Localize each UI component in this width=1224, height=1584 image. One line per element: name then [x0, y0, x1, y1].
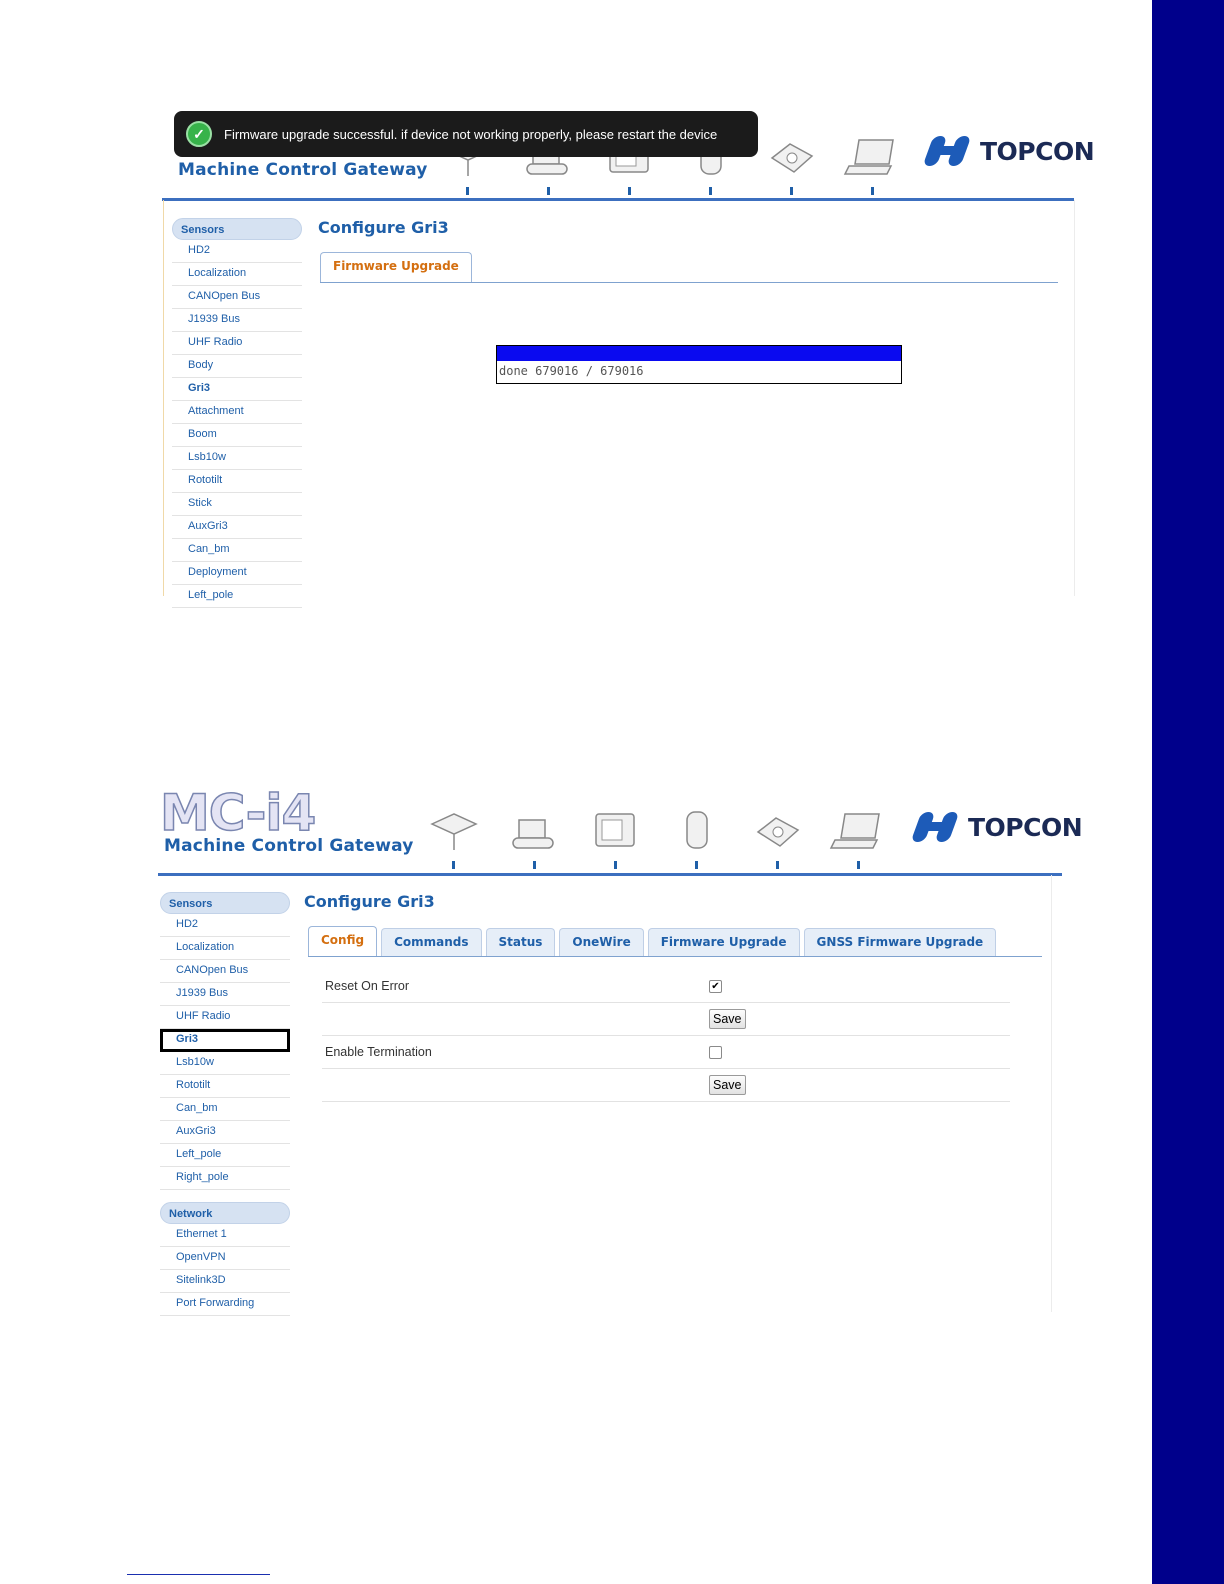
- sidebar-item-j1939-bus[interactable]: J1939 Bus: [160, 983, 290, 1006]
- progress-bar-fill: [497, 346, 901, 361]
- reset-on-error-row: [322, 970, 1010, 1003]
- screenshot-firmware-upgrade: [162, 100, 1095, 601]
- sidebar-item-right-pole[interactable]: Right_pole: [160, 1167, 290, 1190]
- tab-firmware-upgrade[interactable]: Firmware Upgrade: [648, 928, 800, 956]
- enable-termination-label: Enable Termination: [325, 1045, 432, 1059]
- sidebar-item-deployment[interactable]: Deployment: [172, 562, 302, 585]
- machine-icon-row: [424, 806, 910, 866]
- tab-config[interactable]: Config: [308, 926, 377, 956]
- topcon-logo: TOPCON: [910, 810, 1082, 844]
- sidebar-item-boom[interactable]: Boom: [172, 424, 302, 447]
- sensor-icon[interactable]: [667, 806, 727, 866]
- page-side-bar: [1152, 0, 1224, 1584]
- sidebar-item-rototilt[interactable]: Rototilt: [172, 470, 302, 493]
- save-termination-button[interactable]: Save: [709, 1075, 746, 1095]
- sidebar-item-auxgri3[interactable]: AuxGri3: [160, 1121, 290, 1144]
- tab-onewire[interactable]: OneWire: [559, 928, 643, 956]
- laptop-icon[interactable]: [843, 132, 903, 192]
- sidebar-item-localization[interactable]: Localization: [160, 937, 290, 960]
- page-title: Configure Gri3: [304, 892, 435, 911]
- save-row: [322, 1069, 1010, 1102]
- enable-termination-row: [322, 1036, 1010, 1069]
- header-rule: [162, 198, 1074, 201]
- left-edge-rule: [163, 200, 164, 596]
- enable-termination-checkbox[interactable]: [709, 1046, 722, 1059]
- footnote-rule: [127, 1574, 270, 1575]
- sidebar-item-uhf-radio[interactable]: UHF Radio: [160, 1006, 290, 1029]
- sidebar-item-left-pole[interactable]: Left_pole: [172, 585, 302, 608]
- screenshot-config: [158, 780, 1083, 1312]
- sidebar-item-canopen-bus[interactable]: CANOpen Bus: [160, 960, 290, 983]
- tab-commands[interactable]: Commands: [381, 928, 481, 956]
- brand-subtitle: Machine Control Gateway: [164, 836, 414, 856]
- sidebar-item-ethernet-1[interactable]: Ethernet 1: [160, 1224, 290, 1247]
- tab-status[interactable]: Status: [486, 928, 556, 956]
- sidebar-item-uhf-radio[interactable]: UHF Radio: [172, 332, 302, 355]
- config-form: [322, 970, 1010, 1102]
- sidebar-item-gri3[interactable]: Gri3: [172, 378, 302, 401]
- sidebar-header-sensors[interactable]: Sensors: [172, 218, 302, 240]
- laptop-icon[interactable]: [829, 806, 889, 866]
- sidebar-item-gri3[interactable]: Gri3: [160, 1029, 290, 1052]
- sensors-sidebar: [172, 218, 302, 608]
- sidebar-item-lsb10w[interactable]: Lsb10w: [172, 447, 302, 470]
- display-icon[interactable]: [586, 806, 646, 866]
- content-right-rule: [1051, 875, 1052, 1312]
- sidebar-item-can-bm[interactable]: Can_bm: [172, 539, 302, 562]
- topcon-mark-icon: [922, 134, 974, 168]
- tab-bar: [320, 252, 1058, 283]
- content-right-rule: [1074, 200, 1075, 596]
- sidebar-item-body[interactable]: Body: [172, 355, 302, 378]
- sidebar-item-stick[interactable]: Stick: [172, 493, 302, 516]
- sidebar-item-attachment[interactable]: Attachment: [172, 401, 302, 424]
- sidebar-item-j1939-bus[interactable]: J1939 Bus: [172, 309, 302, 332]
- sidebar-item-port-forwarding[interactable]: Port Forwarding: [160, 1293, 290, 1316]
- header-rule: [158, 873, 1062, 876]
- sidebar-item-lsb10w[interactable]: Lsb10w: [160, 1052, 290, 1075]
- sidebar-item-auxgri3[interactable]: AuxGri3: [172, 516, 302, 539]
- scanner-icon[interactable]: [762, 132, 822, 192]
- paver-icon[interactable]: [424, 806, 484, 866]
- sidebar-item-sitelink3d[interactable]: Sitelink3D: [160, 1270, 290, 1293]
- upgrade-progress: [496, 345, 902, 384]
- save-row: [322, 1003, 1010, 1036]
- brand-subtitle: Machine Control Gateway: [178, 160, 428, 180]
- reset-on-error-label: Reset On Error: [325, 979, 410, 993]
- tab-firmware-upgrade[interactable]: Firmware Upgrade: [320, 252, 472, 282]
- toast-message: Firmware upgrade successful. if device not working properly, please restart the device: [224, 126, 718, 142]
- sidebar-item-openvpn[interactable]: OpenVPN: [160, 1247, 290, 1270]
- topcon-mark-icon: [910, 810, 962, 844]
- sidebar-header-network[interactable]: Network: [160, 1202, 290, 1224]
- success-toast: [174, 111, 758, 157]
- topcon-logo: TOPCON: [922, 134, 1094, 168]
- sidebar-item-hd2[interactable]: HD2: [172, 240, 302, 263]
- tab-gnss-firmware-upgrade[interactable]: GNSS Firmware Upgrade: [804, 928, 997, 956]
- sidebar-item-localization[interactable]: Localization: [172, 263, 302, 286]
- sidebar-item-hd2[interactable]: HD2: [160, 914, 290, 937]
- page-title: Configure Gri3: [318, 218, 449, 237]
- mc-i4-logo: MC-i4: [160, 784, 316, 842]
- sidebar-header-sensors[interactable]: Sensors: [160, 892, 290, 914]
- reset-on-error-checkbox[interactable]: ✔: [709, 980, 722, 993]
- tab-bar: [308, 926, 1042, 957]
- checkmark-icon: ✓: [186, 121, 212, 147]
- progress-text: done 679016 / 679016: [499, 364, 644, 378]
- sensors-sidebar: [160, 892, 290, 1316]
- scanner-icon[interactable]: [748, 806, 808, 866]
- save-reset-button[interactable]: Save: [709, 1009, 746, 1029]
- sidebar-item-left-pole[interactable]: Left_pole: [160, 1144, 290, 1167]
- sidebar-item-rototilt[interactable]: Rototilt: [160, 1075, 290, 1098]
- dozer-icon[interactable]: [505, 806, 565, 866]
- sidebar-item-can-bm[interactable]: Can_bm: [160, 1098, 290, 1121]
- sidebar-item-canopen-bus[interactable]: CANOpen Bus: [172, 286, 302, 309]
